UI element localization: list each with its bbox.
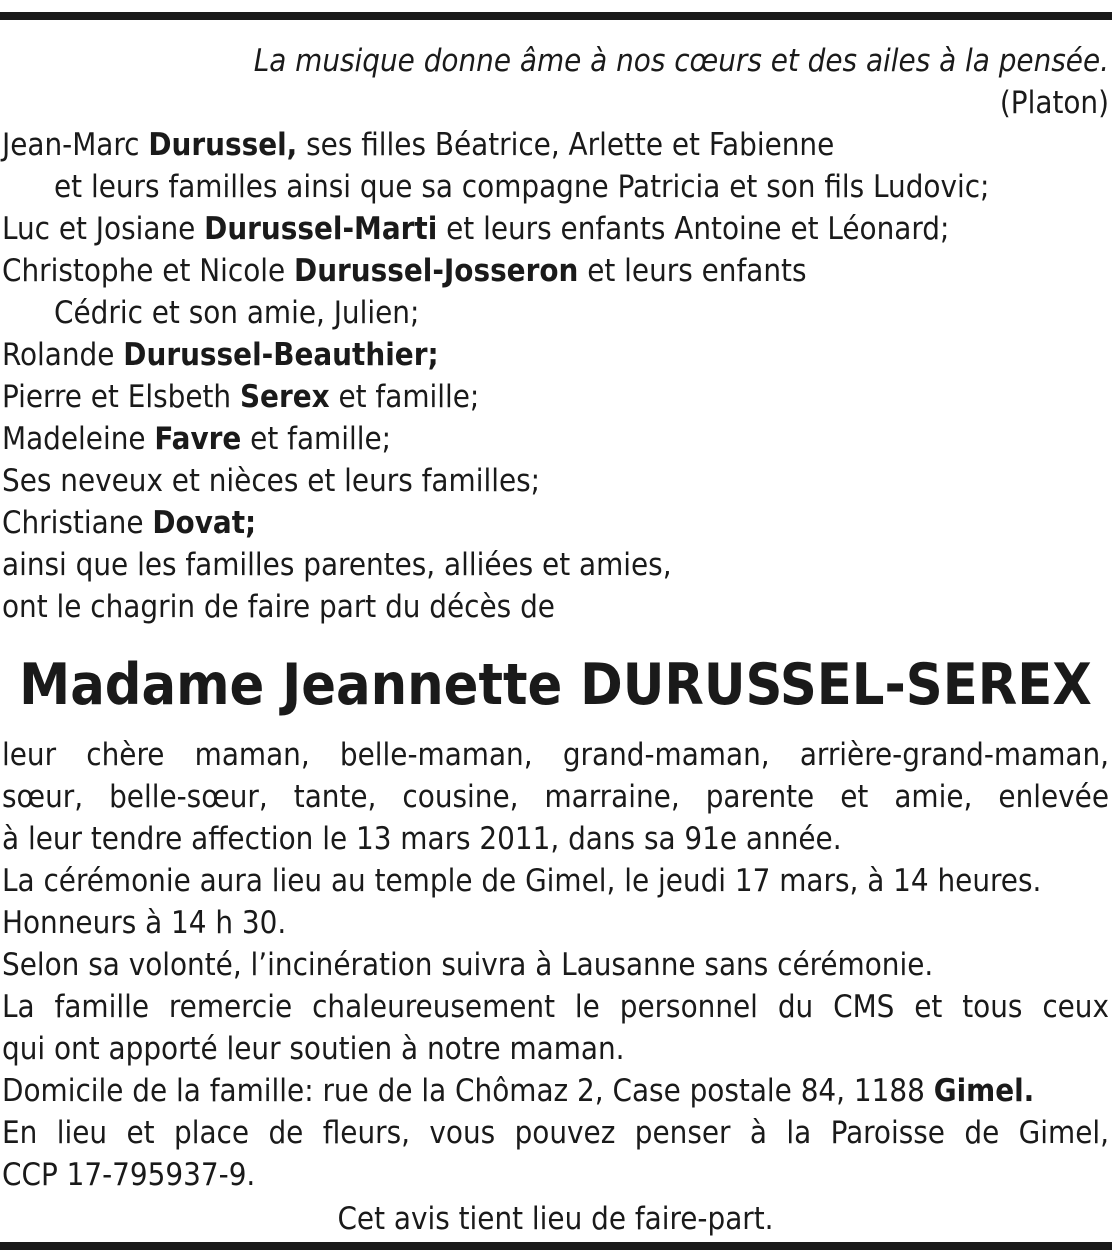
family-line: ont le chagrin de faire part du décès de	[2, 589, 555, 625]
top-rule	[0, 12, 1112, 20]
body-line: leur chère maman, belle-maman, grand-maman, arrière-grand-maman,	[2, 737, 1109, 773]
deceased-name: Madame Jeannette DURUSSEL-SEREX	[19, 652, 1092, 718]
notice-content	[2, 40, 1109, 1240]
family-line: Madeleine Favre et famille;	[2, 421, 392, 457]
family-line: Jean-Marc Durussel, ses filles Béatrice, Arlette et Fabienne	[2, 127, 835, 163]
body-line: Selon sa volonté, l’incinération suivra à Lausanne sans cérémonie.	[2, 947, 934, 983]
family-line: Pierre et Elsbeth Serex et famille;	[2, 379, 480, 415]
family-list	[2, 124, 1109, 628]
closing-note: Cet avis tient lieu de faire-part.	[337, 1201, 774, 1237]
family-line: Rolande Durussel-Beauthier;	[2, 337, 439, 373]
body-line: En lieu et place de fleurs, vous pouvez penser à la Paroisse de Gimel,	[2, 1115, 1109, 1151]
epigraph-source: (Platon)	[999, 85, 1109, 121]
body-line: La cérémonie aura lieu au temple de Gimel, le jeudi 17 mars, à 14 heures.	[2, 863, 1042, 899]
body-line: CCP 17-795937-9.	[2, 1157, 256, 1193]
body-line: Domicile de la famille: rue de la Chômaz 2, Case postale 84, 1188 Gimel.	[2, 1073, 1035, 1109]
bottom-rule	[0, 1242, 1112, 1250]
body-line: sœur, belle-sœur, tante, cousine, marraine, parente et amie, enlevée	[2, 779, 1109, 815]
family-line: Cédric et son amie, Julien;	[54, 295, 420, 331]
family-line: Ses neveux et nièces et leurs familles;	[2, 463, 541, 499]
family-line: Christiane Dovat;	[2, 505, 257, 541]
family-line: ainsi que les familles parentes, alliées et amies,	[2, 547, 672, 583]
body-line: La famille remercie chaleureusement le personnel du CMS et tous ceux	[2, 989, 1109, 1025]
family-line: Luc et Josiane Durussel-Marti et leurs enfants Antoine et Léonard;	[2, 211, 950, 247]
epigraph-quote: La musique donne âme à nos cœurs et des ailes à la pensée.	[253, 43, 1109, 79]
family-line: et leurs familles ainsi que sa compagne Patricia et son fils Ludovic;	[54, 169, 990, 205]
family-line: Christophe et Nicole Durussel-Josseron et leurs enfants	[2, 253, 807, 289]
notice-body	[2, 734, 1109, 1196]
body-line: à leur tendre affection le 13 mars 2011, dans sa 91e année.	[2, 821, 842, 857]
body-line: Honneurs à 14 h 30.	[2, 905, 287, 941]
body-line: qui ont apporté leur soutien à notre maman.	[2, 1031, 625, 1067]
